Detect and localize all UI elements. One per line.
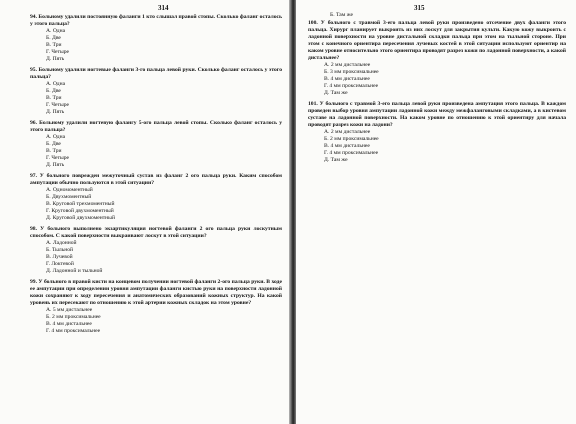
answer-option: Г. Четыре bbox=[46, 49, 69, 55]
answer-options bbox=[30, 187, 282, 222]
question-stem: 96. Больному удалили ногтевую фалангу 5-ого пальца левой стопы. Сколько фаланг осталось у этого пальца? bbox=[30, 120, 282, 133]
answer-options bbox=[30, 307, 282, 335]
answer-options bbox=[30, 240, 282, 275]
answer-option: Г. 4 мм проксимальнее bbox=[324, 150, 379, 156]
answer-option: Д. Пять bbox=[46, 162, 65, 168]
answer-option: Д. Ладонной и тыльной bbox=[46, 268, 103, 274]
question bbox=[30, 120, 282, 169]
answer-option: Г. Четыре bbox=[46, 155, 69, 161]
answer-option: Б. Двухмоментный bbox=[46, 194, 92, 200]
answer-option: А. Одна bbox=[46, 81, 66, 87]
answer-option: Д. Круговой двухмоментный bbox=[46, 215, 115, 221]
answer-options bbox=[308, 62, 566, 97]
answer-option: Г. Круговой двухмоментный bbox=[46, 208, 114, 214]
answer-options bbox=[308, 129, 566, 164]
left-page-content bbox=[30, 14, 282, 339]
answer-option: А. 5 мм дистальнее bbox=[46, 307, 93, 313]
question-stem: 100. У больного с травмой 3-его пальца левой руки произведено отсечение двух фаланги этого пальца. Хирург планирует выкроить из них лоскут для закрытия культи. Какую кожу выкроить с ладонной поверхности на уровне дистальной складки пальца при этом на тыльной стороне. При этом с конечного ориентира пересечения лучевых костей в этой ситуации используют ориентир на каком уровне относительно этого ориентира проводят разрез кожи по ладонной поверхности, а какой дистальнее? bbox=[308, 20, 566, 61]
question-stem: 98. У больного выполнено экзартикуляция ногтевой фаланги 2 ого пальца руки лоскутным способом. С какой поверхности выкраивают лоскут в этой ситуации? bbox=[30, 226, 282, 239]
answer-options bbox=[30, 81, 282, 116]
answer-option: В. 4 мм дистальнее bbox=[324, 143, 370, 149]
answer-option: А. Ладонной bbox=[46, 240, 77, 246]
answer-option: Г. 4 мм проксимальнее bbox=[324, 83, 379, 89]
answer-option: Б. Две bbox=[46, 35, 61, 41]
answer-option: Г. Локтевой bbox=[46, 261, 74, 267]
answer-option: В. Три bbox=[46, 148, 62, 154]
question-stem: 99. У больного в правой кисти на концевом получении ногтевой фаланги 2-ого пальца руки. В ходе ее ампутации при определении уровня ампутации фаланги кистью руки на поверхности ладонной кожи сохраняют к ходу пересечения и анатомических образований кожных структур. На какой уровень их пересекают по отношению к этой артерии кожных складок на этом уровне? bbox=[30, 279, 282, 306]
answer-option: Г. Четыре bbox=[46, 102, 69, 108]
question bbox=[30, 67, 282, 116]
answer-option: В. 4 мм дистальнее bbox=[46, 321, 92, 327]
answer-option: В. Лучевой bbox=[46, 254, 73, 260]
page-number: 314 bbox=[158, 4, 169, 12]
answer-option: Б. 3 мм проксимальнее bbox=[324, 69, 379, 75]
question bbox=[30, 173, 282, 222]
answer-option: В. Три bbox=[46, 42, 62, 48]
answer-option: В. Три bbox=[46, 95, 62, 101]
right-page bbox=[296, 0, 576, 424]
question bbox=[30, 279, 282, 335]
answer-option: Д. Там же bbox=[324, 90, 348, 96]
answer-option: В. 4 мм дистальнее bbox=[324, 76, 370, 82]
question bbox=[30, 226, 282, 275]
answer-option: А. 2 мм дистальнее bbox=[324, 129, 371, 135]
answer-option: Б. Тыльной bbox=[46, 247, 74, 253]
question-stem: 95. Больному удалили ногтевые фаланги 3-го пальца левой руки. Сколько фаланг осталось у этого пальца? bbox=[30, 67, 282, 80]
question-stem: 94. Больному удалили постоянную фаланги 1 кто слышал правой стопы. Сколько фаланг осталось у этого пальца? bbox=[30, 14, 282, 27]
answer-option: Д. Пять bbox=[46, 109, 65, 115]
answer-option: А. Одномоментный bbox=[46, 187, 93, 193]
answer-option: В. Круговой трехмоментный bbox=[46, 201, 115, 207]
answer-option: Б. 2 мм проксимальнее bbox=[324, 136, 379, 142]
answer-option: Д. Пять bbox=[46, 56, 65, 62]
question-stem: 97. У больного поврежден межуточный сустав из фаланг 2 ого пальца руки. Каким способом ампутации обычно пользуются в этой ситуации? bbox=[30, 173, 282, 186]
answer-option: Г. 4 мм проксимальнее bbox=[46, 328, 101, 334]
answer-option: Б. Две bbox=[46, 88, 61, 94]
question bbox=[30, 14, 282, 63]
answer-options bbox=[30, 134, 282, 169]
page-number: 315 bbox=[414, 4, 425, 12]
answer-option: Д. Там же bbox=[324, 157, 348, 163]
answer-options bbox=[30, 28, 282, 63]
answer-option: Б. 2 мм проксимальнее bbox=[46, 314, 101, 320]
answer-option: Б. Две bbox=[46, 141, 61, 147]
answer-option: А. 2 мм дистальнее bbox=[324, 62, 371, 68]
answer-option: А. Одна bbox=[46, 28, 66, 34]
answer-option: А. Одна bbox=[46, 134, 66, 140]
question bbox=[308, 20, 566, 97]
question bbox=[308, 101, 566, 164]
right-page-content bbox=[308, 12, 566, 168]
question-stem: 101. У больного с травмой 3-его пальца левой руки произведена ампутация этого пальца. В каждом проведен выбор уровня ампутации ладонной кожи между межфаланговыми складками, а в кистевом суставе на ладонной поверхности. На каком уровне по отношению к этой ориентиру для начала проводят разрез кожи на ладони? bbox=[308, 101, 566, 128]
carry-over-option: Б. Там же bbox=[330, 12, 353, 18]
